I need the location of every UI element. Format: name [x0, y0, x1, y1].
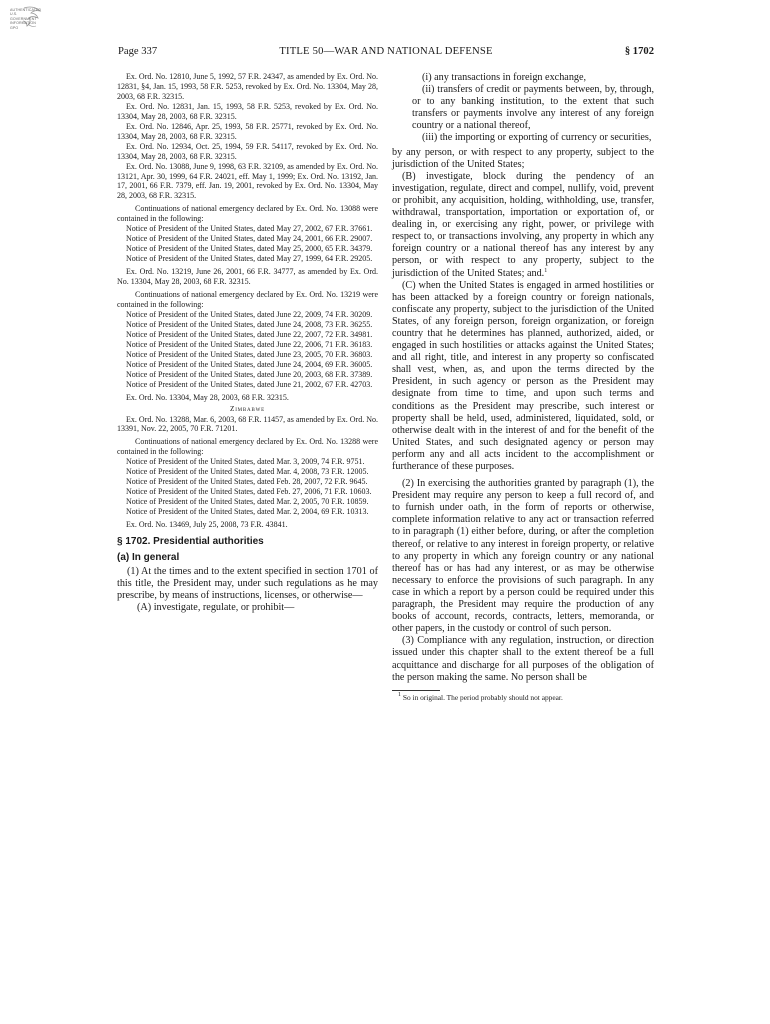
statute-paragraph: (1) At the times and to the extent specified in section 1701 of this title, the President may, under such regulations as he may prescribe, by means of instructions, licenses, or otherwise— [117, 565, 378, 602]
statute-paragraph: (A) investigate, regulate, or prohibit— [137, 602, 295, 614]
note-paragraph: Ex. Ord. No. 13469, July 25, 2008, 73 F.R. 43841. [126, 520, 288, 530]
notice-item: Notice of President of the United States, dated Mar. 3, 2009, 74 F.R. 9751. [126, 457, 365, 467]
section-title: § 1702. Presidential authorities [117, 535, 264, 547]
note-paragraph: Ex. Ord. No. 13304, May 28, 2003, 68 F.R. 32315. [126, 392, 289, 402]
notice-item: Notice of President of the United States, dated June 23, 2005, 70 F.R. 36803. [126, 349, 373, 359]
subsection-heading: (a) In general [117, 551, 180, 563]
continuation-heading: Continuations of national emergency declared by Ex. Ord. No. 13288 were contained in the following: [117, 437, 378, 457]
notice-item: Notice of President of the United States, dated Mar. 2, 2004, 69 F.R. 10313. [126, 507, 369, 517]
note-paragraph: Ex. Ord. No. 13088, June 9, 1998, 63 F.R. 32109, as amended by Ex. Ord. No. 13121, Apr. 30, 1999, 64 F.R. 24021, eff. May 1, 1999; Ex. Ord. No. 13192, Jan. 17, 2001, 66 F.R. 7379, eff. Jan. 19, 2001, revoked by Ex. Ord. No. 13304, May 28, 2003, 68 F.R. 32315. [117, 161, 378, 201]
left-column [117, 72, 378, 614]
notice-item: Notice of President of the United States, dated June 21, 2002, 67 F.R. 42703. [126, 379, 373, 389]
note-paragraph: Ex. Ord. No. 12810, June 5, 1992, 57 F.R. 24347, as amended by Ex. Ord. No. 12831, §4, Jan. 15, 1993, 58 F.R. 5253, revoked by Ex. Ord. No. 13304, May 28, 2003, 68 F.R. 32315. [117, 72, 378, 101]
continuation-heading: Continuations of national emergency declared by Ex. Ord. No. 13088 were contained in the following: [117, 204, 378, 224]
notice-item: Notice of President of the United States, dated June 22, 2007, 72 F.R. 34981. [126, 329, 373, 339]
note-paragraph: Ex. Ord. No. 12934, Oct. 25, 1994, 59 F.R. 54117, revoked by Ex. Ord. No. 13304, May 28, 2003, 68 F.R. 32315. [117, 141, 378, 161]
running-header [118, 46, 654, 60]
notice-item: Notice of President of the United States, dated June 22, 2006, 71 F.R. 36183. [126, 339, 373, 349]
notice-item: Notice of President of the United States, dated June 22, 2009, 74 F.R. 30209. [126, 309, 373, 319]
notice-item: Notice of President of the United States, dated May 27, 1999, 64 F.R. 29205. [126, 254, 373, 264]
notice-item: Notice of President of the United States, dated May 25, 2000, 65 F.R. 34379. [126, 244, 373, 254]
notice-item: Notice of President of the United States, dated Mar. 2, 2005, 70 F.R. 10859. [126, 497, 369, 507]
note-paragraph: Ex. Ord. No. 13219, June 26, 2001, 66 F.R. 34777, as amended by Ex. Ord. No. 13304, May 28, 2003, 68 F.R. 32315. [117, 267, 378, 287]
statute-clause: (iii) the importing or exporting of currency or securities, [422, 132, 652, 144]
page-number: Page 337 [118, 46, 158, 57]
footnote-number: 1 [398, 691, 401, 698]
statute-paragraph: (2) In exercising the authorities granted by paragraph (1), the President may require any person to keep a full record of, and to furnish under oath, in the form of reports or otherwise, complete information relative to any act or transaction referred to in paragraph (1) either before, during, or after the completion thereof, or relative to any interest in foreign property, or relative to any property in which any foreign country or any national thereof has or has had any interest, or as may be otherwise necessary to enforce the provisions of such paragraph. In any case in which a report by a person could be required under this paragraph, the President may require the production of any books of account, records, contracts, letters, memoranda, or other papers, in the custody or control of such person. [392, 478, 654, 635]
notice-item: Notice of President of the United States, dated June 20, 2003, 68 F.R. 37389. [126, 369, 373, 379]
notice-item: Notice of President of the United States, dated June 24, 2004, 69 F.R. 36005. [126, 359, 373, 369]
footnote-divider [392, 690, 440, 691]
statute-clause: (ii) transfers of credit or payments between, by, through, or to any banking institution, to the extent that such transfers or payments involve any interest of any foreign country or a national thereof, [412, 84, 654, 132]
footnote-text: So in original. The period probably should not appear. [402, 692, 563, 702]
zimbabwe-heading-text: Zimbabwe [230, 404, 265, 413]
continuation-heading: Continuations of national emergency declared by Ex. Ord. No. 13219 were contained in the following: [117, 290, 378, 309]
statute-paragraph: (C) when the United States is engaged in armed hostilities or has been attacked by a foreign country or foreign nationals, confiscate any property, subject to the jurisdiction of the United States, of any foreign person, foreign organization, or foreign country that he determines has planned, authorized, aided, or engaged in such hostilities or attacks against the United States; and all right, title, and interest in any property so confiscated shall vest, when, as, and upon the terms directed by the President, in such agency or person as the President may designate from time to time, and upon such terms and conditions as the President may prescribe, such interest or property shall be held, used, administered, liquidated, sold, or otherwise dealt with in the interest of and for the benefit of the United States, and such designated agency or person may perform any and all acts incident to the accomplishment or furtherance of these purposes. [392, 279, 654, 472]
statute-text: (B) investigate, block during the pendency of an investigation, regulate, direct and compel, nullify, void, prevent or prohibit, any acquisition, holding, withholding, use, transfer, withdrawal, transportation, importation or exportation of, or dealing in, or exercising any right, power, or privilege with respect to, or transactions involving, any property in which any foreign country or a national thereof has any interest by any person, or with respect to any property, subject to the jurisdiction of the United States; and. [392, 170, 654, 279]
gpo-logo-text: AUTHENTICATED U.S. GOVERNMENT INFORMATION GPO [10, 8, 42, 30]
statute-paragraph: by any person, or with respect to any property, subject to the jurisdiction of the United States; [392, 146, 654, 170]
statute-clause: (i) any transactions in foreign exchange, [422, 72, 587, 83]
section-number: § 1702 [624, 46, 654, 57]
gpo-authentication-logo [6, 4, 46, 30]
footnote-reference: 1 [544, 267, 548, 274]
note-paragraph: Ex. Ord. No. 12846, Apr. 25, 1993, 58 F.R. 25771, revoked by Ex. Ord. No. 13304, May 28, 2003, 68 F.R. 32315. [117, 121, 378, 141]
notice-item: Notice of President of the United States, dated June 24, 2008, 73 F.R. 36255. [126, 319, 373, 329]
right-column [392, 72, 654, 702]
notice-item: Notice of President of the United States, dated Feb. 28, 2007, 72 F.R. 9645. [126, 477, 368, 487]
note-paragraph: Ex. Ord. No. 12831, Jan. 15, 1993, 58 F.R. 5253, revoked by Ex. Ord. No. 13304, May 28, 2003, 68 F.R. 32315. [117, 101, 378, 121]
footnote [392, 693, 654, 702]
zimbabwe-heading [117, 403, 378, 415]
notice-item: Notice of President of the United States, dated Mar. 4, 2008, 73 F.R. 12005. [126, 467, 369, 477]
notice-item: Notice of President of the United States, dated May 27, 2002, 67 F.R. 37661. [126, 224, 373, 234]
note-paragraph: Ex. Ord. No. 13288, Mar. 6, 2003, 68 F.R. 11457, as amended by Ex. Ord. No. 13391, Nov. 22, 2005, 70 F.R. 71201. [117, 414, 378, 434]
statute-paragraph: (3) Compliance with any regulation, instruction, or direction issued under this chapter shall to the extent thereof be a full acquittance and discharge for all purposes of the obligation of the person making the same. No person shall be [392, 635, 654, 683]
notice-item: Notice of President of the United States, dated May 24, 2001, 66 F.R. 29007. [126, 234, 373, 244]
statute-paragraph [392, 171, 654, 280]
title-heading: TITLE 50—WAR AND NATIONAL DEFENSE [279, 46, 493, 57]
notice-item: Notice of President of the United States, dated Feb. 27, 2006, 71 F.R. 10603. [126, 487, 372, 497]
